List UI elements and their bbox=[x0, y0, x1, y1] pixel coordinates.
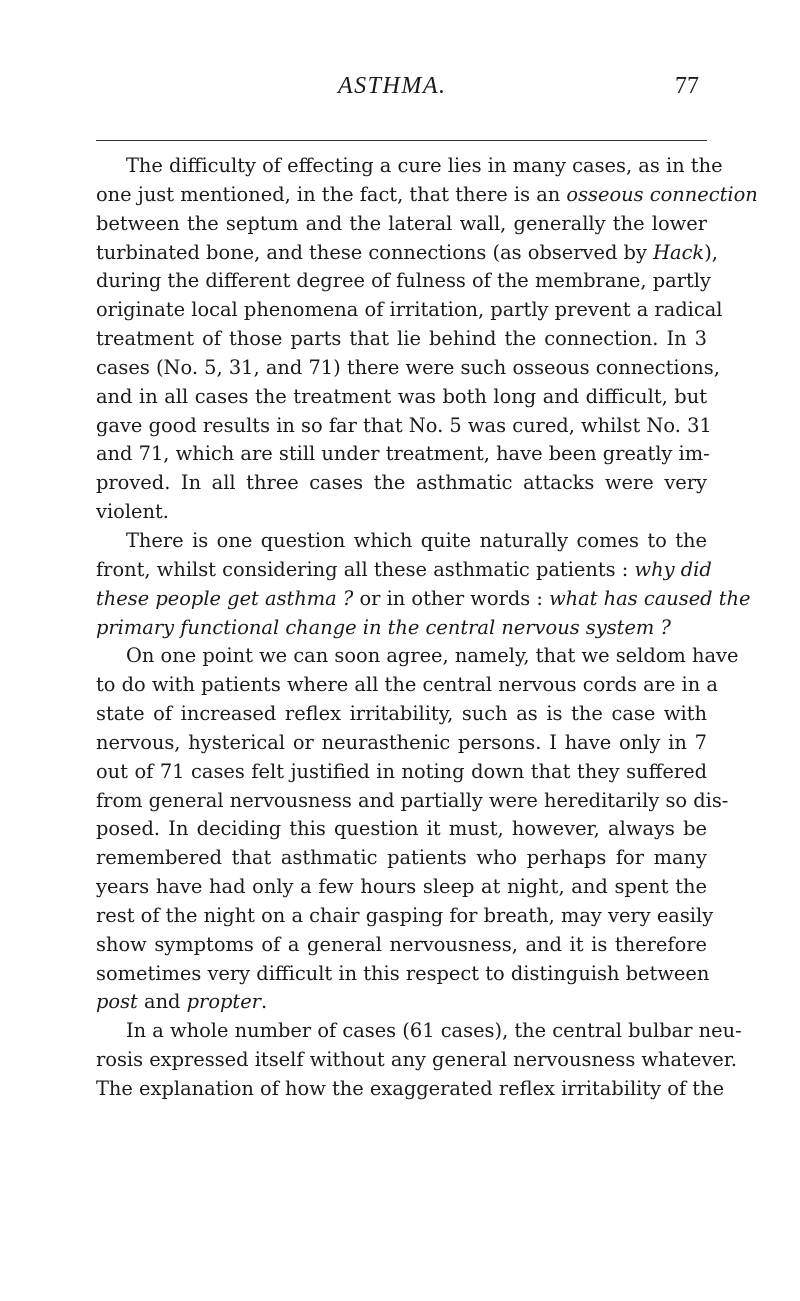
text-run: sometimes very difficult in this respect to distinguish between bbox=[96, 961, 710, 985]
text-line bbox=[96, 267, 711, 296]
text-run: . bbox=[260, 990, 268, 1014]
text-run: years have had only a few hours sleep at night, and spent the bbox=[96, 875, 707, 899]
text-run: show symptoms of a general nervousness, and it is therefore bbox=[96, 932, 707, 956]
running-title: ASTHMA. bbox=[338, 73, 447, 99]
page-header bbox=[96, 73, 705, 111]
text-line bbox=[96, 1017, 742, 1046]
italic-text-run: propter bbox=[186, 990, 261, 1014]
italic-text-run: osseous connection bbox=[566, 182, 758, 206]
text-line bbox=[96, 729, 707, 758]
text-line bbox=[96, 469, 707, 498]
text-run: proved. In all three cases the asthmatic attacks were very bbox=[96, 471, 707, 495]
text-line bbox=[96, 181, 758, 210]
text-run: The difficulty of effecting a cure lies in many cases, as in the bbox=[126, 154, 723, 177]
text-line bbox=[96, 585, 751, 614]
text-line bbox=[96, 325, 707, 354]
text-line bbox=[96, 614, 707, 643]
text-run: originate local phenomena of irritation, partly prevent a radical bbox=[96, 298, 723, 322]
text-line bbox=[96, 700, 707, 729]
text-run: There is one question which quite naturally comes to the bbox=[126, 528, 707, 552]
text-run: gave good results in so far that No. 5 was cured, whilst No. 31 bbox=[96, 413, 712, 437]
text-run: rosis expressed itself without any general nervousness whatever. bbox=[96, 1048, 738, 1072]
italic-text-run: what has caused the bbox=[549, 586, 751, 610]
text-line bbox=[96, 440, 710, 469]
text-line bbox=[96, 815, 707, 844]
text-line bbox=[96, 1075, 725, 1104]
text-line bbox=[96, 210, 707, 239]
text-run: turbinated bone, and these connections (as observed by bbox=[96, 240, 654, 264]
text-run: and bbox=[137, 990, 187, 1014]
text-line bbox=[96, 1046, 738, 1075]
text-line bbox=[96, 527, 707, 556]
text-line bbox=[96, 960, 710, 989]
text-line bbox=[96, 383, 707, 412]
text-run: during the different degree of fulness of the membrane, partly bbox=[96, 269, 711, 293]
text-line bbox=[96, 873, 707, 902]
text-line bbox=[96, 296, 723, 325]
text-line bbox=[96, 988, 707, 1017]
text-line bbox=[96, 412, 712, 441]
italic-text-run: these people get asthma ? bbox=[96, 586, 354, 610]
text-line bbox=[96, 671, 718, 700]
text-line bbox=[96, 844, 707, 873]
text-run: out of 71 cases felt justified in noting down that they suffered bbox=[96, 759, 707, 783]
text-run: between the septum and the lateral wall, generally the lower bbox=[96, 211, 707, 235]
text-run: and 71, which are still under treatment, have been greatly im- bbox=[96, 442, 710, 466]
text-run: from general nervousness and partially were hereditarily so dis- bbox=[96, 788, 729, 812]
text-line bbox=[96, 902, 714, 931]
body-text bbox=[96, 152, 758, 1104]
italic-text-run: Hack bbox=[653, 240, 705, 264]
text-run: front, whilst considering all these asthmatic patients : bbox=[96, 557, 635, 581]
text-run: one just mentioned, in the fact, that there is an bbox=[96, 182, 567, 206]
text-run: posed. In deciding this question it must, however, always be bbox=[96, 817, 707, 841]
text-line bbox=[96, 931, 707, 960]
text-run: nervous, hysterical or neurasthenic persons. I have only in 7 bbox=[96, 730, 707, 754]
text-line bbox=[96, 152, 723, 181]
text-run: In a whole number of cases (61 cases), the central bulbar neu- bbox=[126, 1019, 742, 1043]
text-line bbox=[96, 498, 707, 527]
text-run: state of increased reflex irritability, such as is the case with bbox=[96, 702, 707, 726]
text-line bbox=[96, 787, 729, 816]
text-line bbox=[96, 354, 720, 383]
text-run: On one point we can soon agree, namely, that we seldom have bbox=[126, 644, 739, 668]
text-run: remembered that asthmatic patients who perhaps for many bbox=[96, 846, 707, 870]
page-number: 77 bbox=[675, 73, 699, 99]
text-run: violent. bbox=[96, 500, 169, 524]
text-line bbox=[96, 758, 707, 787]
text-line bbox=[96, 556, 712, 585]
text-run: treatment of those parts that lie behind the connection. In 3 bbox=[96, 327, 707, 351]
italic-text-run: post bbox=[96, 990, 138, 1014]
text-run: The explanation of how the exaggerated reflex irritability of the bbox=[96, 1077, 725, 1100]
text-line bbox=[96, 239, 718, 268]
italic-text-run: why did bbox=[634, 557, 712, 581]
text-run: or in other words : bbox=[353, 586, 550, 610]
text-line bbox=[96, 642, 739, 671]
text-run: cases (No. 5, 31, and 71) there were such osseous connections, bbox=[96, 355, 720, 379]
text-run: and in all cases the treatment was both long and difficult, but bbox=[96, 384, 707, 408]
text-run: rest of the night on a chair gasping for breath, may very easily bbox=[96, 903, 714, 927]
italic-text-run: primary functional change in the central nervous system ? bbox=[96, 615, 671, 639]
header-rule bbox=[96, 140, 707, 141]
text-run: to do with patients where all the central nervous cords are in a bbox=[96, 673, 718, 697]
text-run: ), bbox=[704, 240, 718, 264]
